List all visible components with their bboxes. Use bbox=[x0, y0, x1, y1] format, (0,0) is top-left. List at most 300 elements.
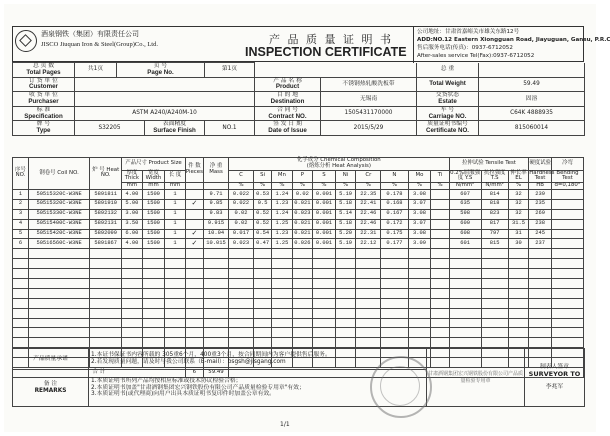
surveyor-cn: 制表人签章 bbox=[540, 364, 569, 371]
remarks-line-3: 3.本质证明书(或代理商)向用户出具本质证明书复印件时加盖公章有效。 bbox=[91, 391, 275, 398]
empty-cell bbox=[203, 308, 228, 318]
cell-heat: 5892099 bbox=[90, 229, 122, 239]
empty-cell bbox=[122, 308, 142, 318]
remarks-line-1: 1.本质证明书所列产品均按相应标准或技术协议检验合格； bbox=[91, 377, 242, 384]
cell-heat: 5891811 bbox=[90, 189, 122, 199]
cell-p: 0.026 bbox=[292, 239, 312, 249]
empty-cell bbox=[122, 288, 142, 298]
empty-cell bbox=[335, 308, 355, 318]
company-name-cn: 酒泉钢铁（集团）有限责任公司 bbox=[41, 30, 139, 38]
total-weight-value: 59.49 bbox=[479, 77, 585, 92]
cell-ys: 598 bbox=[449, 209, 481, 219]
cell-n: 0.177 bbox=[381, 239, 408, 249]
empty-cell bbox=[292, 259, 312, 269]
empty-cell bbox=[142, 308, 165, 318]
cell-coil: 50516560C-W3NE bbox=[28, 239, 89, 249]
empty-cell bbox=[551, 259, 583, 269]
cell-pieces bbox=[185, 209, 203, 219]
empty-cell bbox=[142, 279, 165, 289]
cell-bend bbox=[551, 199, 583, 209]
empty-cell bbox=[529, 338, 552, 348]
table-row-empty bbox=[13, 328, 584, 338]
cell-ti bbox=[431, 209, 449, 219]
cell-el: 32 bbox=[508, 199, 528, 209]
col-cr: Cr bbox=[356, 170, 381, 183]
empty-cell bbox=[408, 328, 431, 338]
empty-cell bbox=[508, 249, 528, 259]
stamp-cell: 甘肃酒钢集团宏兴钢铁股份有限公司产品质量检验专用章 bbox=[427, 349, 525, 407]
product-value: 不锈钢热轧酸洗板带 bbox=[321, 77, 417, 92]
empty-cell bbox=[356, 269, 381, 279]
empty-cell bbox=[431, 328, 449, 338]
type-value: S32205 bbox=[75, 121, 145, 136]
empty-cell bbox=[185, 288, 203, 298]
remarks-line-2: 2.本质证明书加盖"甘肃酒钢集团宏兴钢铁股份有限公司产品质量检验专用章"有效； bbox=[91, 384, 305, 391]
empty-cell bbox=[185, 328, 203, 338]
empty-cell bbox=[185, 338, 203, 348]
empty-cell bbox=[122, 318, 142, 328]
col-thick: 厚度 Thick bbox=[122, 170, 142, 183]
cell-thick: 3.00 bbox=[122, 209, 142, 219]
col-ys: 0.2%屈服强度 Y.S bbox=[450, 169, 481, 182]
empty-cell bbox=[529, 308, 552, 318]
cell-mass: 9.915 bbox=[203, 219, 228, 229]
empty-cell bbox=[381, 259, 408, 269]
col-mn: Mn bbox=[272, 170, 292, 183]
empty-cell bbox=[229, 269, 254, 279]
cell-s: 0.001 bbox=[313, 209, 336, 219]
cell-coil: 50515420C-W3NE bbox=[28, 229, 89, 239]
empty-cell bbox=[529, 279, 552, 289]
empty-cell bbox=[90, 308, 122, 318]
empty-cell bbox=[254, 288, 272, 298]
cell-c: 0.022 bbox=[229, 199, 254, 209]
cell-no: 2 bbox=[13, 199, 29, 209]
unit-c: % bbox=[229, 183, 254, 190]
empty-cell bbox=[356, 338, 381, 348]
empty-cell bbox=[529, 259, 552, 269]
total-label: 合 计 bbox=[13, 368, 186, 378]
cell-hb: 237 bbox=[529, 239, 552, 249]
col-bending: 冷弯 bbox=[551, 158, 583, 171]
table-row-empty bbox=[13, 338, 584, 348]
empty-cell bbox=[272, 269, 292, 279]
carriage-label: 车 号 Carriage NO. bbox=[417, 106, 479, 121]
cell-coil: 50515330C-W3NE bbox=[28, 209, 89, 219]
empty-cell bbox=[292, 269, 312, 279]
cell-p: 0.021 bbox=[292, 199, 312, 209]
col-size: 产品尺寸 Product Size bbox=[122, 158, 186, 171]
empty-cell bbox=[408, 308, 431, 318]
contract-label: 合 同 号 Contract NO. bbox=[255, 106, 321, 121]
empty-cell bbox=[335, 249, 355, 259]
surface-value: NO.1 bbox=[205, 121, 255, 136]
cell-heat: 5892131 bbox=[90, 219, 122, 229]
col-heat: 炉 号 Heat NO. bbox=[90, 158, 122, 190]
empty-cell bbox=[292, 338, 312, 348]
cell-s: 0.001 bbox=[313, 229, 336, 239]
empty-cell bbox=[292, 328, 312, 338]
cell-no: 5 bbox=[13, 229, 29, 239]
cell-width: 1500 bbox=[142, 199, 165, 209]
cell-mo: 3.08 bbox=[408, 189, 431, 199]
empty-cell bbox=[508, 328, 528, 338]
cell-p: 0.021 bbox=[292, 219, 312, 229]
empty-cell bbox=[142, 298, 165, 308]
empty-cell bbox=[408, 288, 431, 298]
empty-cell bbox=[551, 279, 583, 289]
col-el: 伸长率 EL bbox=[508, 170, 528, 183]
empty-cell bbox=[381, 249, 408, 259]
empty-cell bbox=[122, 328, 142, 338]
address-en: ADD:NO.12 Eastern Xiongguan Road, Jiayuguan, Gansu, P.R.C bbox=[417, 37, 610, 43]
empty-cell bbox=[203, 288, 228, 298]
unit-width: mm bbox=[142, 183, 165, 190]
unit-ti: % bbox=[431, 183, 449, 190]
cell-si: 0.52 bbox=[254, 209, 272, 219]
empty-cell bbox=[381, 308, 408, 318]
empty-cell bbox=[165, 269, 185, 279]
cell-hb: 238 bbox=[529, 219, 552, 229]
cell-pieces: ✓ bbox=[185, 229, 203, 239]
unit-mn: % bbox=[272, 183, 292, 190]
cell-si: 0.52 bbox=[254, 219, 272, 229]
col-ti: Ti bbox=[431, 170, 449, 183]
empty-cell bbox=[481, 308, 508, 318]
cell-cr: 22.35 bbox=[356, 189, 381, 199]
cell-s: 0.001 bbox=[313, 199, 336, 209]
cell-length: 1 bbox=[165, 219, 185, 229]
cell-ni: 5.19 bbox=[335, 239, 355, 249]
unit-hb: HB bbox=[529, 183, 552, 190]
cell-si: 0.47 bbox=[254, 239, 272, 249]
empty-cell bbox=[508, 279, 528, 289]
col-mass: 净 重 Mass bbox=[203, 158, 228, 183]
cell-ni: 5.14 bbox=[335, 209, 355, 219]
cell-mn: 1.23 bbox=[272, 229, 292, 239]
cell-n: 0.167 bbox=[381, 209, 408, 219]
empty-cell bbox=[13, 279, 29, 289]
total-pages-label: 总 页 数 Total Pages bbox=[13, 63, 75, 78]
empty-cell bbox=[254, 249, 272, 259]
empty-cell bbox=[551, 328, 583, 338]
cell-length: 1 bbox=[165, 239, 185, 249]
empty-cell bbox=[90, 269, 122, 279]
specification-label: 标 准 Specification bbox=[13, 106, 75, 121]
empty-cell bbox=[381, 288, 408, 298]
empty-cell bbox=[356, 259, 381, 269]
cell-mass: 9.71 bbox=[203, 189, 228, 199]
cell-thick: 4.00 bbox=[122, 239, 142, 249]
empty-cell bbox=[165, 259, 185, 269]
empty-cell bbox=[13, 269, 29, 279]
col-c: C bbox=[229, 170, 254, 183]
unit-p: % bbox=[292, 183, 312, 190]
cell-ni: 5.18 bbox=[335, 219, 355, 229]
empty-cell bbox=[529, 269, 552, 279]
empty-cell bbox=[203, 318, 228, 328]
empty-cell bbox=[292, 279, 312, 289]
promise-label: 产品质量承诺 bbox=[13, 349, 89, 370]
cell-ti bbox=[431, 239, 449, 249]
jisco-logo-icon bbox=[15, 30, 37, 52]
cell-ts: 797 bbox=[481, 229, 508, 239]
col-length: 长 度 bbox=[165, 170, 185, 183]
col-si: Si bbox=[254, 170, 272, 183]
empty-cell bbox=[272, 308, 292, 318]
empty-cell bbox=[142, 249, 165, 259]
empty-cell bbox=[408, 259, 431, 269]
empty-cell bbox=[142, 288, 165, 298]
empty-cell bbox=[313, 259, 336, 269]
empty-cell bbox=[90, 328, 122, 338]
empty-cell bbox=[381, 298, 408, 308]
empty-cell bbox=[122, 298, 142, 308]
empty-cell bbox=[431, 279, 449, 289]
empty-cell bbox=[229, 318, 254, 328]
col-ni: Ni bbox=[335, 170, 355, 183]
empty-cell bbox=[292, 298, 312, 308]
empty-cell bbox=[229, 249, 254, 259]
empty-cell bbox=[335, 338, 355, 348]
empty-cell bbox=[356, 308, 381, 318]
delivery-label: 交货状态 Estate bbox=[417, 92, 479, 107]
empty-cell bbox=[508, 318, 528, 328]
col-p: P bbox=[292, 170, 312, 183]
table-row-empty bbox=[13, 298, 584, 308]
empty-cell bbox=[13, 259, 29, 269]
empty-cell bbox=[449, 279, 481, 289]
surveyor-en: SURVEYOR TO bbox=[528, 370, 581, 379]
cell-mn: 1.25 bbox=[272, 239, 292, 249]
empty-cell bbox=[551, 318, 583, 328]
address-block bbox=[413, 27, 610, 63]
header bbox=[12, 26, 610, 62]
empty-cell bbox=[28, 279, 89, 289]
cell-width: 1500 bbox=[142, 229, 165, 239]
cell-el: 30 bbox=[508, 239, 528, 249]
cell-ni: 5.18 bbox=[335, 199, 355, 209]
empty-cell bbox=[381, 338, 408, 348]
specification-value: ASTM A240/A240M-10 bbox=[75, 106, 255, 121]
remarks-label: 备 注 REMARKS bbox=[13, 370, 89, 407]
empty-cell bbox=[313, 269, 336, 279]
empty-cell bbox=[529, 328, 552, 338]
empty-cell bbox=[203, 269, 228, 279]
empty-cell bbox=[28, 308, 89, 318]
empty-cell bbox=[381, 279, 408, 289]
unit-ni: % bbox=[335, 183, 355, 190]
empty-cell bbox=[28, 338, 89, 348]
col-s: S bbox=[313, 170, 336, 183]
cell-ti bbox=[431, 219, 449, 229]
cell-thick: 3.50 bbox=[122, 219, 142, 229]
empty-cell bbox=[90, 288, 122, 298]
empty-cell bbox=[90, 338, 122, 348]
empty-cell bbox=[313, 318, 336, 328]
empty-cell bbox=[229, 279, 254, 289]
empty-cell bbox=[142, 318, 165, 328]
cell-hb: 239 bbox=[529, 189, 552, 199]
empty-cell bbox=[381, 318, 408, 328]
empty-cell bbox=[381, 269, 408, 279]
unit-bend: d=0,180° bbox=[551, 183, 583, 190]
empty-cell bbox=[408, 249, 431, 259]
cell-n: 0.175 bbox=[381, 229, 408, 239]
empty-cell bbox=[481, 269, 508, 279]
cell-mo: 3.08 bbox=[408, 209, 431, 219]
empty-cell bbox=[229, 338, 254, 348]
empty-cell bbox=[254, 298, 272, 308]
empty-cell bbox=[254, 269, 272, 279]
empty-cell bbox=[481, 318, 508, 328]
table-row-empty bbox=[13, 269, 584, 279]
empty-cell bbox=[142, 338, 165, 348]
cell-pieces bbox=[185, 189, 203, 199]
empty-cell bbox=[449, 298, 481, 308]
address-cn: 公司地址：甘肃省嘉峪关市雄关东路12号 bbox=[417, 29, 520, 35]
empty-cell bbox=[551, 288, 583, 298]
empty-cell bbox=[165, 288, 185, 298]
cell-no: 4 bbox=[13, 219, 29, 229]
empty-cell bbox=[292, 249, 312, 259]
empty-cell bbox=[13, 308, 29, 318]
empty-cell bbox=[481, 298, 508, 308]
empty-cell bbox=[122, 279, 142, 289]
table-row-empty bbox=[13, 259, 584, 269]
empty-cell bbox=[431, 288, 449, 298]
cell-coil: 50515320C-W3NE bbox=[28, 199, 89, 209]
empty-cell bbox=[90, 259, 122, 269]
empty-cell bbox=[185, 279, 203, 289]
empty-cell bbox=[408, 279, 431, 289]
empty-cell bbox=[449, 288, 481, 298]
empty-cell bbox=[313, 308, 336, 318]
table-row bbox=[13, 199, 584, 209]
total-pages-value: 共1页 bbox=[75, 63, 117, 78]
cell-cr: 22.31 bbox=[356, 229, 381, 239]
cell-cr: 22.41 bbox=[356, 199, 381, 209]
cell-length: 1 bbox=[165, 199, 185, 209]
empty-cell bbox=[28, 298, 89, 308]
cell-no: 6 bbox=[13, 239, 29, 249]
empty-cell bbox=[335, 288, 355, 298]
info-table bbox=[12, 62, 585, 136]
empty-cell bbox=[254, 308, 272, 318]
cell-mo: 3.08 bbox=[408, 229, 431, 239]
cell-thick: 4.00 bbox=[122, 189, 142, 199]
cell-cr: 22.46 bbox=[356, 209, 381, 219]
test-results-table bbox=[12, 157, 584, 378]
col-bend: Bending Test bbox=[551, 170, 583, 183]
destination-label: 目 的 地 Destination bbox=[255, 92, 321, 107]
cell-mo: 3.07 bbox=[408, 199, 431, 209]
cell-length: 1 bbox=[165, 229, 185, 239]
unit-n: % bbox=[381, 183, 408, 190]
contract-value: 1505431170000 bbox=[321, 106, 417, 121]
empty-cell bbox=[203, 279, 228, 289]
cell-mn: 1.24 bbox=[272, 189, 292, 199]
cell-pieces: ✓ bbox=[185, 239, 203, 249]
cell-si: 0.54 bbox=[254, 229, 272, 239]
empty-cell bbox=[272, 279, 292, 289]
col-pieces: 件 数 Pieces bbox=[185, 158, 203, 183]
cell-n: 0.172 bbox=[381, 219, 408, 229]
table-row bbox=[13, 209, 584, 219]
cell-coil: 50515400C-W3NE bbox=[28, 219, 89, 229]
empty-cell bbox=[90, 318, 122, 328]
empty-cell bbox=[185, 298, 203, 308]
cell-pieces: ✓ bbox=[185, 199, 203, 209]
cell-bend bbox=[551, 229, 583, 239]
empty-cell bbox=[356, 249, 381, 259]
empty-cell bbox=[356, 328, 381, 338]
unit-cr: % bbox=[356, 183, 381, 190]
cell-heat: 5891867 bbox=[90, 239, 122, 249]
empty-cell bbox=[313, 328, 336, 338]
empty-cell bbox=[272, 249, 292, 259]
empty-cell bbox=[356, 279, 381, 289]
col-hb: Hardness Test bbox=[529, 169, 555, 182]
cell-ys: 608 bbox=[449, 229, 481, 239]
col-ts: 抗拉强度 T.S bbox=[481, 170, 508, 183]
empty-cell bbox=[203, 338, 228, 348]
cell-hb: 269 bbox=[529, 209, 552, 219]
table-row-empty bbox=[13, 288, 584, 298]
cell-heat: 5891910 bbox=[90, 199, 122, 209]
cell-ys: 607 bbox=[449, 189, 481, 199]
empty-cell bbox=[551, 298, 583, 308]
cell-no: 3 bbox=[13, 209, 29, 219]
empty-cell bbox=[142, 328, 165, 338]
empty-cell bbox=[335, 318, 355, 328]
cell-si: 0.5 bbox=[254, 199, 272, 209]
unit-el: % bbox=[508, 183, 528, 190]
cell-bend bbox=[551, 219, 583, 229]
cell-ts: 814 bbox=[481, 189, 508, 199]
empty-cell bbox=[165, 328, 185, 338]
cell-mn: 1.25 bbox=[272, 219, 292, 229]
empty-cell bbox=[408, 338, 431, 348]
cell-ti bbox=[431, 189, 449, 199]
empty-cell bbox=[508, 259, 528, 269]
col-tensile: 拉伸试验 Tensile Test bbox=[449, 158, 529, 171]
cell-thick: 6.00 bbox=[122, 229, 142, 239]
empty-cell bbox=[335, 259, 355, 269]
empty-cell bbox=[431, 338, 449, 348]
cell-width: 1500 bbox=[142, 209, 165, 219]
cell-pieces bbox=[185, 219, 203, 229]
type-label: 牌 号 Type bbox=[13, 121, 75, 136]
surveyor-name: 李兆军 bbox=[545, 383, 564, 390]
empty-cell bbox=[165, 279, 185, 289]
empty-cell bbox=[28, 288, 89, 298]
cell-s: 0.001 bbox=[313, 189, 336, 199]
empty-cell bbox=[272, 288, 292, 298]
col-n: N bbox=[381, 170, 408, 183]
unit-ts: N/mm² bbox=[481, 183, 508, 190]
unit-s: % bbox=[313, 183, 336, 190]
cell-s: 0.001 bbox=[313, 219, 336, 229]
cell-c: 0.02 bbox=[229, 209, 254, 219]
col-chem: 化学成分 Chemical Composition (熔炼分析 Heat Analysis) bbox=[229, 158, 450, 171]
empty-cell bbox=[508, 269, 528, 279]
page-number: 1/1 bbox=[280, 421, 290, 428]
empty-cell bbox=[185, 318, 203, 328]
date-value: 2015/5/29 bbox=[321, 121, 417, 136]
cell-mass: 10.015 bbox=[203, 239, 228, 249]
purchaser-label: 收 货 单 位 Purchaser bbox=[13, 92, 75, 107]
